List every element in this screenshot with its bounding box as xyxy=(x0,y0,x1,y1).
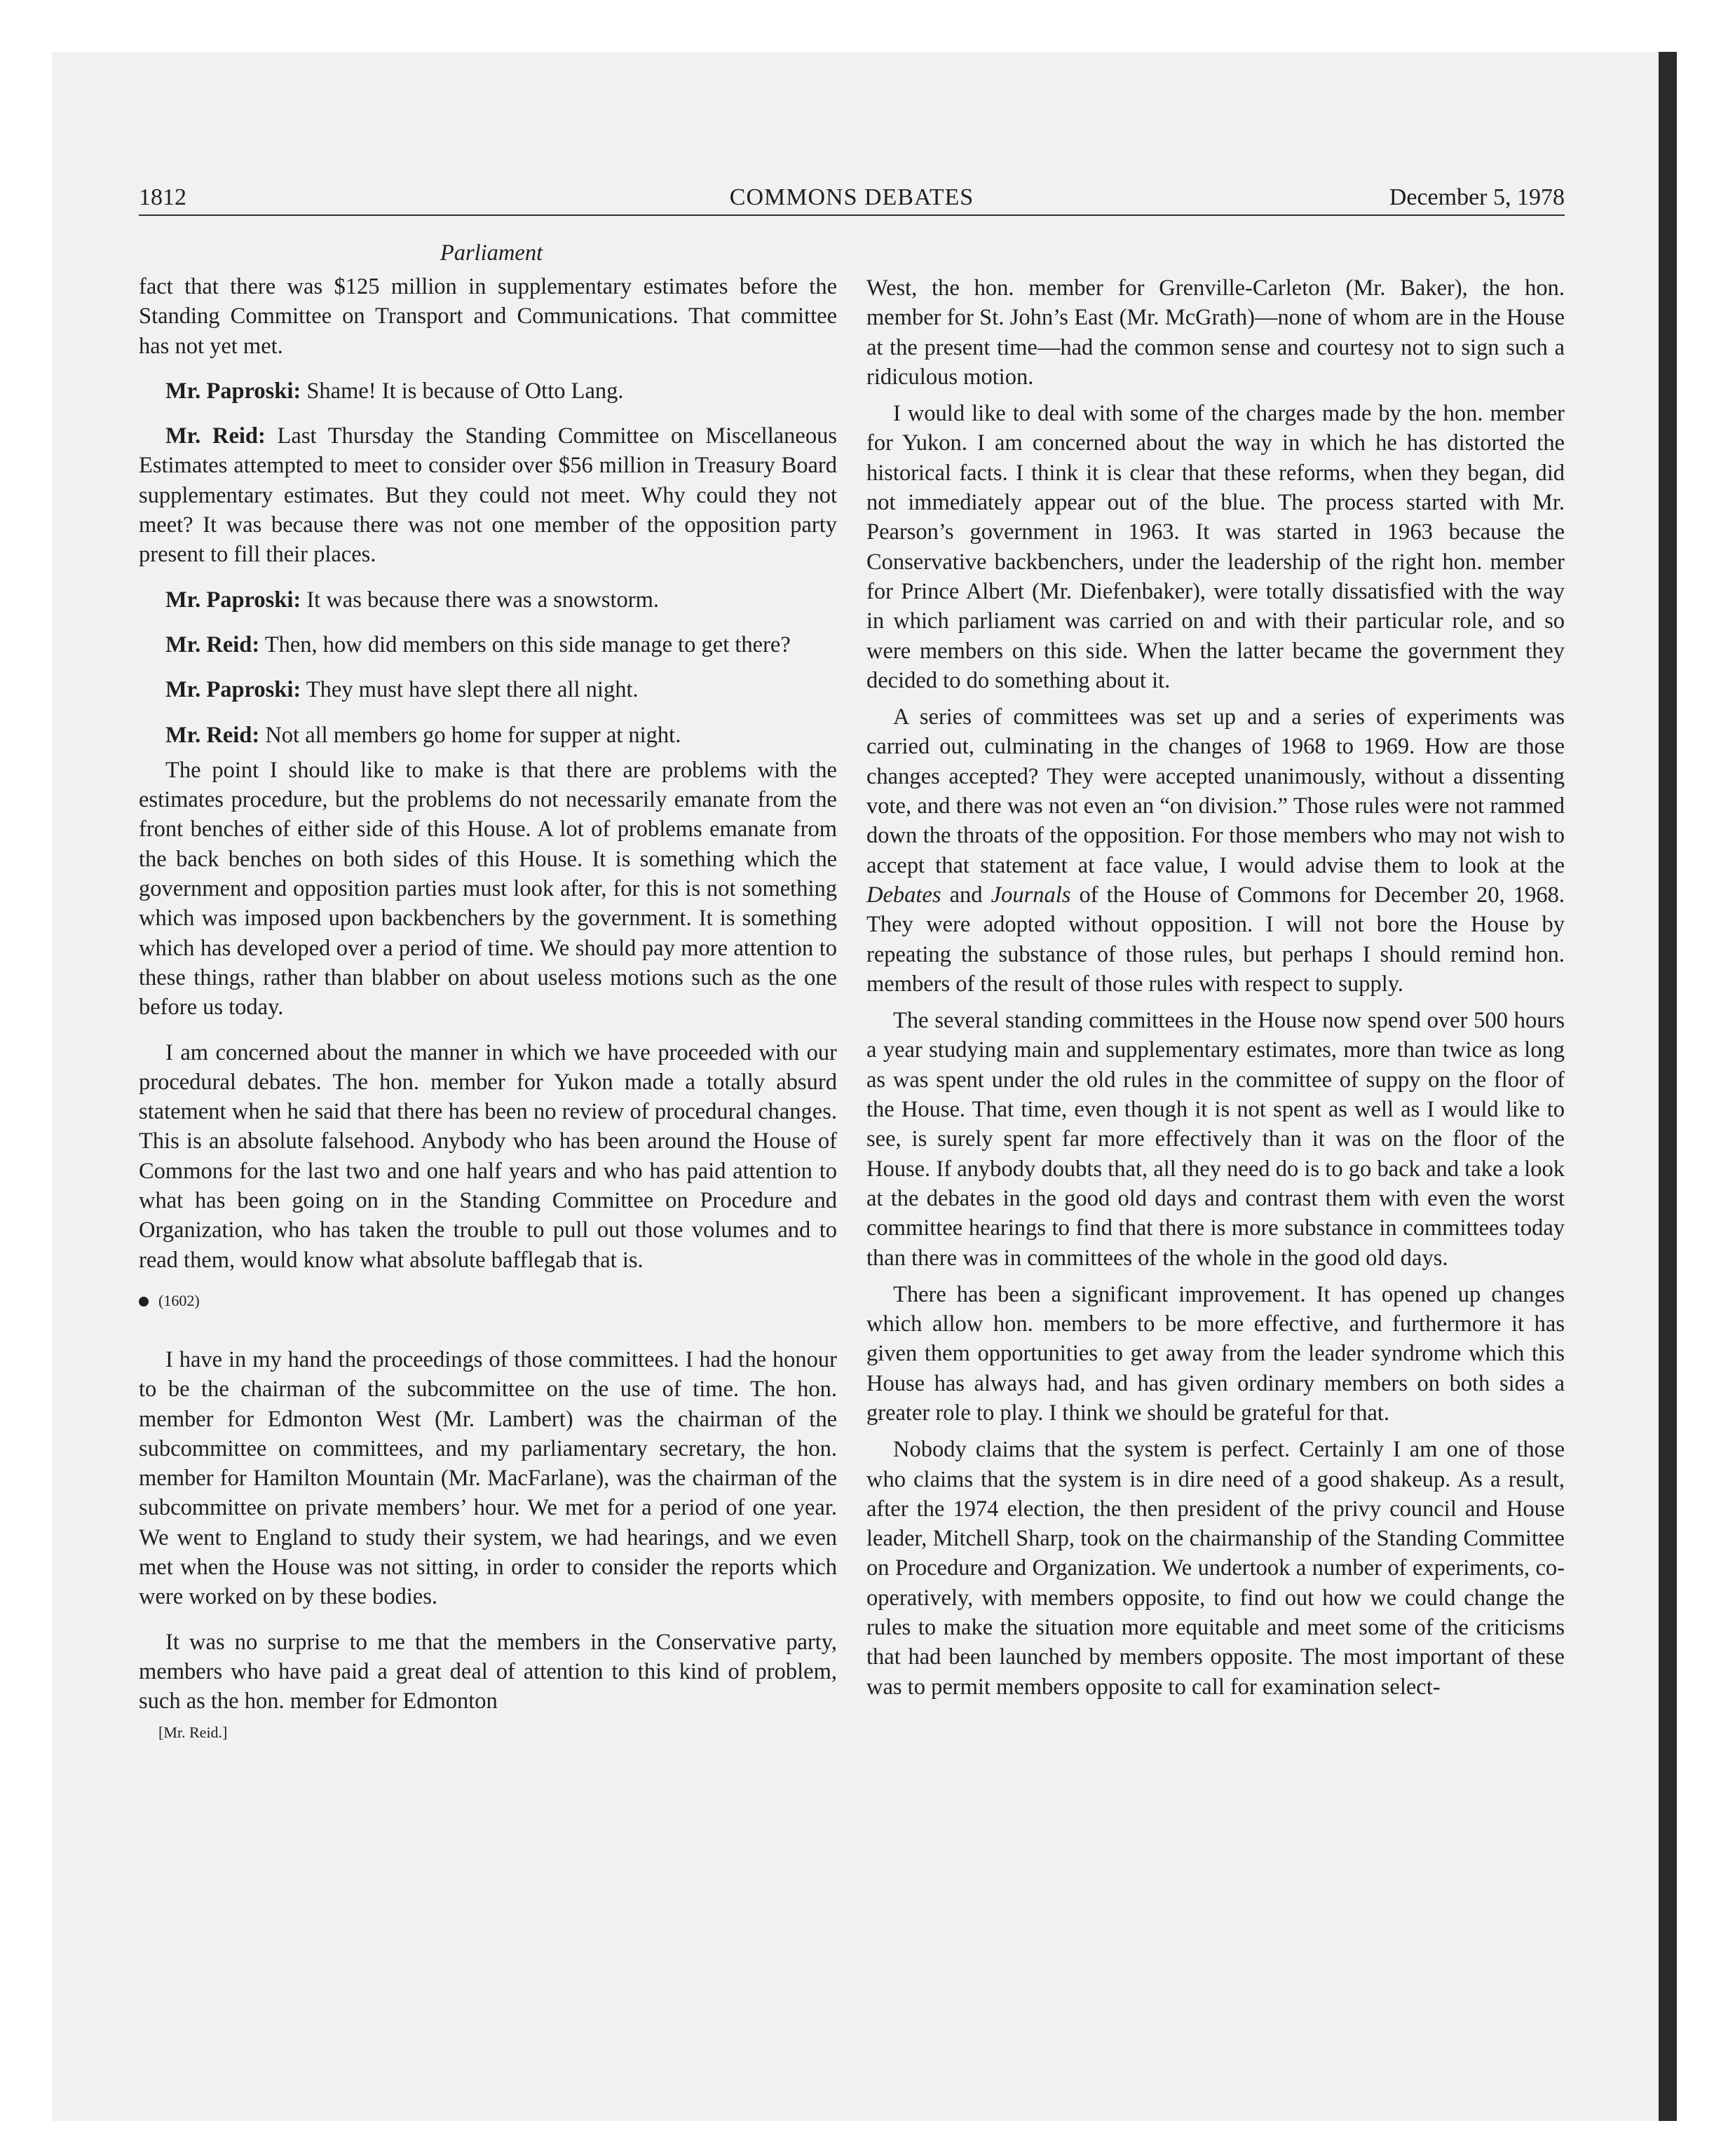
text-run: and xyxy=(941,882,991,908)
speaker-name: Mr. Reid: xyxy=(165,632,260,657)
header-divider xyxy=(139,214,1565,216)
right-column xyxy=(866,273,1565,1702)
publication-title: COMMONS DEBATES xyxy=(729,184,974,210)
speech-text: Last Thursday the Standing Committee on Miscellaneous Estimates attempted to meet to consider over $56 million in Treasury Board supplementary estimates. But they could not meet. Why could they not meet? It was because there was not one member of the opposition party present to fill their places. xyxy=(139,423,837,568)
italic-title: Debates xyxy=(866,882,941,908)
speaker-name: Mr. Paproski: xyxy=(165,587,301,613)
left-column xyxy=(139,238,837,1742)
section-title: Parliament xyxy=(440,240,543,266)
paragraph: It was no surprise to me that the members in the Conservative party, members who have paid a great deal of attention to this kind of problem, such as the hon. member for Edmonton xyxy=(139,1629,837,1714)
publication-date: December 5, 1978 xyxy=(1389,184,1565,210)
paragraph: The point I should like to make is that there are problems with the estimates procedure, but the problems do not necessarily emanate from the front benches of either side of this House. A lot of problems emanate from the back benches on both sides of this House. It is something which the government and opposition parties must look after, for this is not something which was imposed upon backbenchers by the government. It is something which has developed over a period of time. We should pay more attention to these things, rather than blabber on about useless motions such as the one before us today. xyxy=(139,757,837,1021)
page-number: 1812 xyxy=(139,184,186,210)
speech-text: Not all members go home for supper at night. xyxy=(259,722,681,748)
time-marker xyxy=(139,1290,837,1311)
page-binding-edge xyxy=(1659,52,1677,2121)
speaker-name: Mr. Reid: xyxy=(165,423,266,449)
text-run: A series of committees was set up and a series of experiments was carried out, culminating in the changes of 1968 to 1969. How are those changes accepted? They were accepted unanimously, without a dissenting vote, and there was not even an “on division.” Those rules were not rammed down the throats of the opposition. For those members who may not wish to accept that statement at face value, I would advise them to look at the xyxy=(866,704,1565,878)
speech-paragraph xyxy=(139,675,837,704)
paragraph: I have in my hand the proceedings of those committees. I had the honour to be the chairman of the subcommittee on the use of time. The hon. member for Edmonton West (Mr. Lambert) was the chairman of the subcommittee on committees, and my parliamentary secretary, the hon. member for Hamilton Mountain (Mr. MacFarlane), was the chairman of the subcommittee on private members’ hour. We met for a period of one year. We went to England to study their system, we had hearings, and we even met when the House was not sitting, in order to consider the reports which were worked on by these bodies. xyxy=(139,1346,837,1610)
speech-text: It was because there was a snowstorm. xyxy=(301,587,660,613)
paragraph: There has been a significant improvement. It has opened up changes which allow hon. members to be more effective, and furthermore it has given them opportunities to get away from the leader syndrome which this House has always had, and has given ordinary members on both sides a greater role to play. I think we should be grateful for that. xyxy=(866,1281,1565,1426)
italic-title: Journals xyxy=(991,882,1071,908)
paragraph: I would like to deal with some of the charges made by the hon. member for Yukon. I am concerned about the way in which he has distorted the historical facts. I think it is clear that these reforms, when they began, did not immediately appear out of the blue. The process started with Mr. Pearson’s government in 1963. It was started in 1963 because the Conservative backbenchers, under the leadership of the right hon. member for Prince Albert (Mr. Diefenbaker), were totally dissatisfied with the way in which parliament was carried on and with their particular role, and so were members on this side. When the latter became the government they decided to do something about it. xyxy=(866,401,1565,693)
time-marker-text: (1602) xyxy=(158,1291,200,1309)
paragraph: fact that there was $125 million in supplementary estimates before the Standing Committee on Transport and Communications. That committee has not yet met. xyxy=(139,274,837,359)
text-run: of the House of Commons for December 20, 1968. They were adopted without opposition. I will not bore the House by repeating the substance of those rules, but perhaps I should remind hon. members of the result of those rules with respect to supply. xyxy=(866,882,1565,997)
speech-paragraph xyxy=(139,630,837,660)
speaker-name: Mr. Paproski: xyxy=(165,677,301,703)
speech-paragraph xyxy=(139,585,837,615)
speech-text: Shame! It is because of Otto Lang. xyxy=(301,378,624,404)
speaker-reference: [Mr. Reid.] xyxy=(158,1724,228,1742)
paragraph xyxy=(866,702,1565,999)
speech-paragraph xyxy=(139,376,837,406)
speaker-name: Mr. Paproski: xyxy=(165,378,301,404)
speech-paragraph xyxy=(139,721,837,750)
paragraph: The several standing committees in the House now spend over 500 hours a year studying main and supplementary estimates, more than twice as long as was spent under the old rules in the committee of suppy on the floor of the House. That time, even though it is not spent as well as I would like to see, is surely spent far more effectively than it was on the floor of the House. If anybody doubts that, all they need do is to go back and take a look at the debates in the good old days and contrast them with even the worst committee hearings to find that there is more substance in committees today than there was in committees of the whole in the good old days. xyxy=(866,1008,1565,1271)
paragraph: West, the hon. member for Grenville-Carleton (Mr. Baker), the hon. member for St. John’s East (Mr. McGrath)—none of whom are in the House at the present time—had the common sense and courtesy not to sign such a ridiculous motion. xyxy=(866,275,1565,390)
speaker-name: Mr. Reid: xyxy=(165,722,260,748)
paragraph: Nobody claims that the system is perfect. Certainly I am one of those who claims that the system is in dire need of a good shakeup. As a result, after the 1974 election, the then president of the privy council and House leader, Mitchell Sharp, took on the chairmanship of the Standing Committee on Procedure and Organization. We undertook a number of experiments, co-operatively, with members opposite, to find out how we could change the rules to make the situation more equitable and meet some of the criticisms that had been launched by members opposite. The most important of these was to permit members opposite to call for examination select- xyxy=(866,1437,1565,1700)
speech-paragraph xyxy=(139,421,837,569)
speech-text: They must have slept there all night. xyxy=(301,677,639,703)
paragraph: I am concerned about the manner in which we have proceeded with our procedural debates. The hon. member for Yukon made a totally absurd statement when he said that there has been no review of procedural changes. This is an absolute falsehood. Anybody who has been around the House of Commons for the last two and one half years and who has paid attention to what has been going on in the Standing Committee on Procedure and Organization, who has taken the trouble to pull out those volumes and to read them, would know what absolute bafflegab that is. xyxy=(139,1039,837,1273)
speech-text: Then, how did members on this side manage to get there? xyxy=(259,632,791,657)
bullet-icon xyxy=(139,1297,149,1306)
